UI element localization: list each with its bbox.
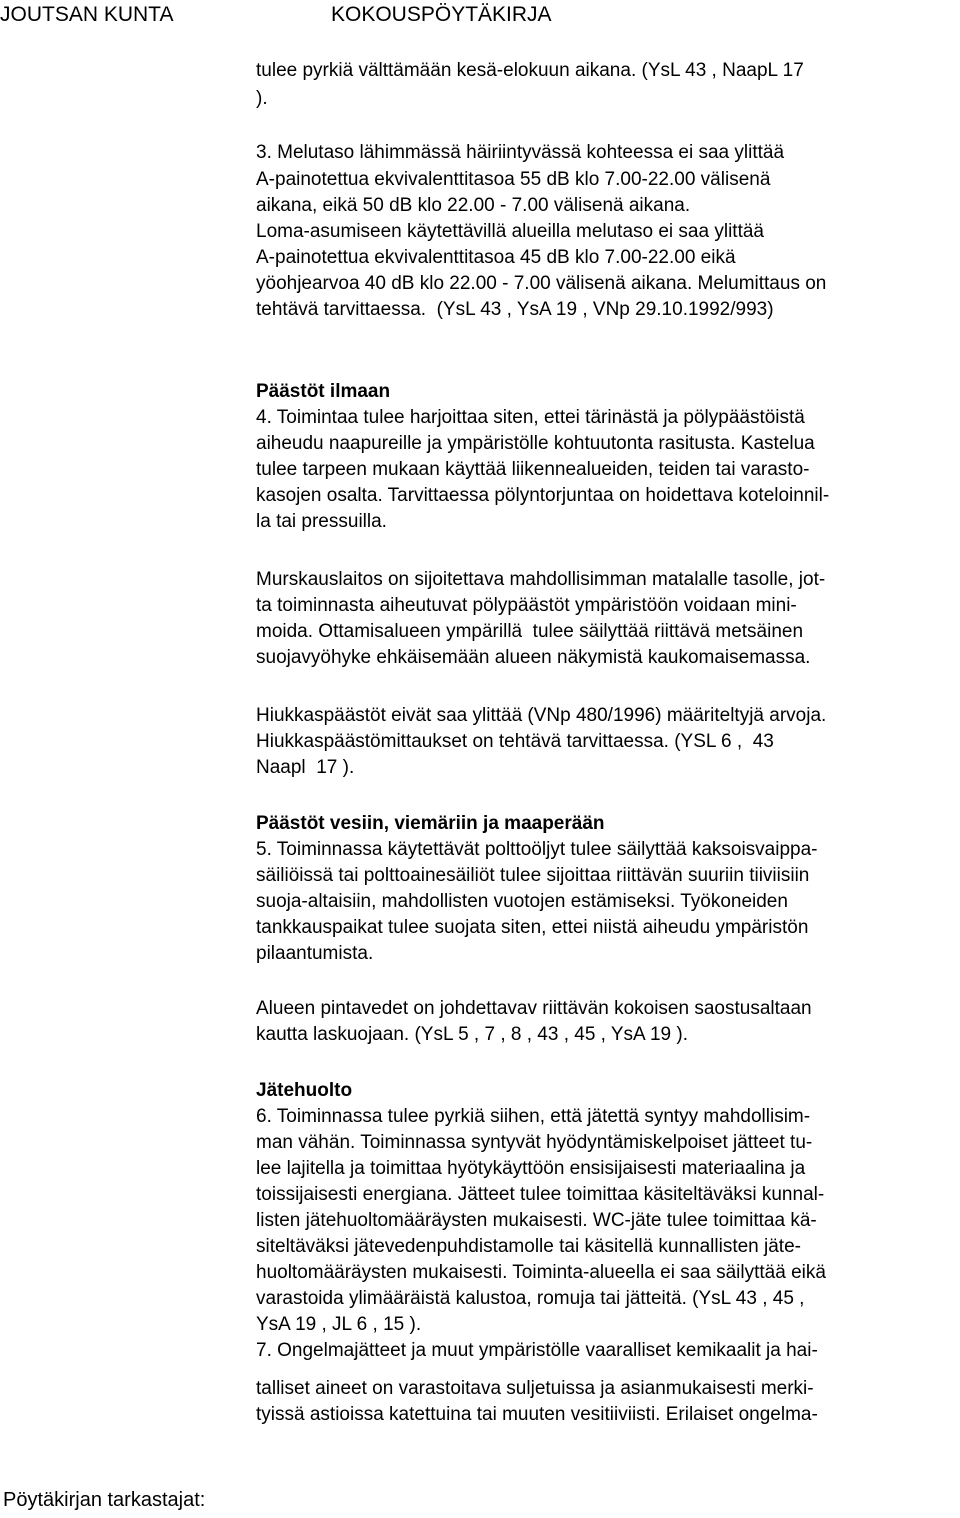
body-line: toissijaisesti energiana. Jätteet tulee toimittaa käsiteltäväksi kunnal- xyxy=(256,1184,825,1205)
body-line: tankkauspaikat tulee suojata siten, ettei niistä aiheudu ympäristön xyxy=(256,917,809,938)
body-line: 3. Melutaso lähimmässä häiriintyvässä kohteessa ei saa ylittää xyxy=(256,142,785,163)
body-line: Loma-asumiseen käytettävillä alueilla melutaso ei saa ylittää xyxy=(256,221,764,242)
body-line: tulee tarpeen mukaan käyttää liikennealueiden, teiden tai varasto- xyxy=(256,459,810,480)
body-line: siteltäväksi jätevedenpuhdistamolle tai käsitellä kunnallisten jäte- xyxy=(256,1236,801,1257)
reviewers-label: Pöytäkirjan tarkastajat: xyxy=(3,1489,206,1511)
body-line: tyissä astioissa katettuina tai muuten vesitiiviisti. Erilaiset ongelma- xyxy=(256,1404,818,1425)
body-line: moida. Ottamisalueen ympärillä tulee säilyttää riittävä metsäinen xyxy=(256,621,804,642)
body-line: tehtävä tarvittaessa. (YsL 43 , YsA 19 , VNp 29.10.1992/993) xyxy=(256,299,774,320)
section-heading: Päästöt vesiin, viemäriin ja maaperään xyxy=(256,813,605,834)
body-line: A-painotettua ekvivalenttitasoa 45 dB klo 7.00-22.00 eikä xyxy=(256,247,736,268)
body-line: 7. Ongelmajätteet ja muut ympäristölle vaaralliset kemikaalit ja hai- xyxy=(256,1340,818,1361)
body-line: varastoida ylimääräistä kalustoa, romuja tai jätteitä. (YsL 43 , 45 , xyxy=(256,1288,805,1309)
body-line: lee lajitella ja toimittaa hyötykäyttöön ensisijaisesti materiaalina ja xyxy=(256,1158,806,1179)
body-line: tulee pyrkiä välttämään kesä-elokuun aikana. (YsL 43 , NaapL 17 xyxy=(256,60,804,81)
body-line: Alueen pintavedet on johdettavav riittävän kokoisen saostusaltaan xyxy=(256,998,812,1019)
body-line: suoja-altaisiin, mahdollisten vuotojen estämiseksi. Työkoneiden xyxy=(256,891,788,912)
body-line: A-painotettua ekvivalenttitasoa 55 dB klo 7.00-22.00 välisenä xyxy=(256,169,771,190)
body-line: aiheudu naapureille ja ympäristölle kohtuutonta rasitusta. Kastelua xyxy=(256,433,815,454)
section-heading: Jätehuolto xyxy=(256,1080,353,1101)
body-line: man vähän. Toiminnassa syntyvät hyödyntämiskelpoiset jätteet tu- xyxy=(256,1132,813,1153)
organization-name: JOUTSAN KUNTA xyxy=(0,3,174,26)
body-line: listen jätehuoltomääräysten mukaisesti. WC-jäte tulee toimittaa kä- xyxy=(256,1210,817,1231)
body-line: ta toiminnasta aiheutuvat pölypäästöt ympäristöön voidaan mini- xyxy=(256,595,797,616)
body-line: pilaantumista. xyxy=(256,943,374,964)
body-line: yöohjearvoa 40 dB klo 22.00 - 7.00 välisenä aikana. Melumittaus on xyxy=(256,273,827,294)
body-line: Hiukkaspäästömittaukset on tehtävä tarvittaessa. (YSL 6 , 43 xyxy=(256,731,774,752)
body-line: suojavyöhyke ehkäisemään alueen näkymistä kaukomaisemassa. xyxy=(256,647,811,668)
body-line: säiliöissä tai polttoainesäiliöt tulee sijoittaa riittävän suuriin tiiviisiin xyxy=(256,865,810,886)
body-line: huoltomääräysten mukaisesti. Toiminta-alueella ei saa säilyttää eikä xyxy=(256,1262,826,1283)
section-heading: Päästöt ilmaan xyxy=(256,381,391,402)
document-type: KOKOUSPÖYTÄKIRJA xyxy=(331,3,552,26)
body-line: 4. Toimintaa tulee harjoittaa siten, ettei tärinästä ja pölypäästöistä xyxy=(256,407,805,428)
body-line: kasojen osalta. Tarvittaessa pölyntorjuntaa on hoidettava koteloinnil- xyxy=(256,485,830,506)
body-line: ). xyxy=(256,88,273,109)
body-line: Murskauslaitos on sijoitettava mahdollisimman matalalle tasolle, jot- xyxy=(256,569,826,590)
body-line: Hiukkaspäästöt eivät saa ylittää (VNp 480/1996) määriteltyjä arvoja. xyxy=(256,705,827,726)
body-line: aikana, eikä 50 dB klo 22.00 - 7.00 välisenä aikana. xyxy=(256,195,691,216)
body-line: YsA 19 , JL 6 , 15 ). xyxy=(256,1314,422,1335)
body-line: la tai pressuilla. xyxy=(256,511,387,532)
body-line: 5. Toiminnassa käytettävät polttoöljyt tulee säilyttää kaksoisvaippa- xyxy=(256,839,818,860)
body-line: Naapl 17 ). xyxy=(256,757,355,778)
body-line: 6. Toiminnassa tulee pyrkiä siihen, että jätettä syntyy mahdollisim- xyxy=(256,1106,811,1127)
body-line: talliset aineet on varastoitava suljetuissa ja asianmukaisesti merki- xyxy=(256,1378,814,1399)
body-line: kautta laskuojaan. (YsL 5 , 7 , 8 , 43 , 45 , YsA 19 ). xyxy=(256,1024,688,1045)
